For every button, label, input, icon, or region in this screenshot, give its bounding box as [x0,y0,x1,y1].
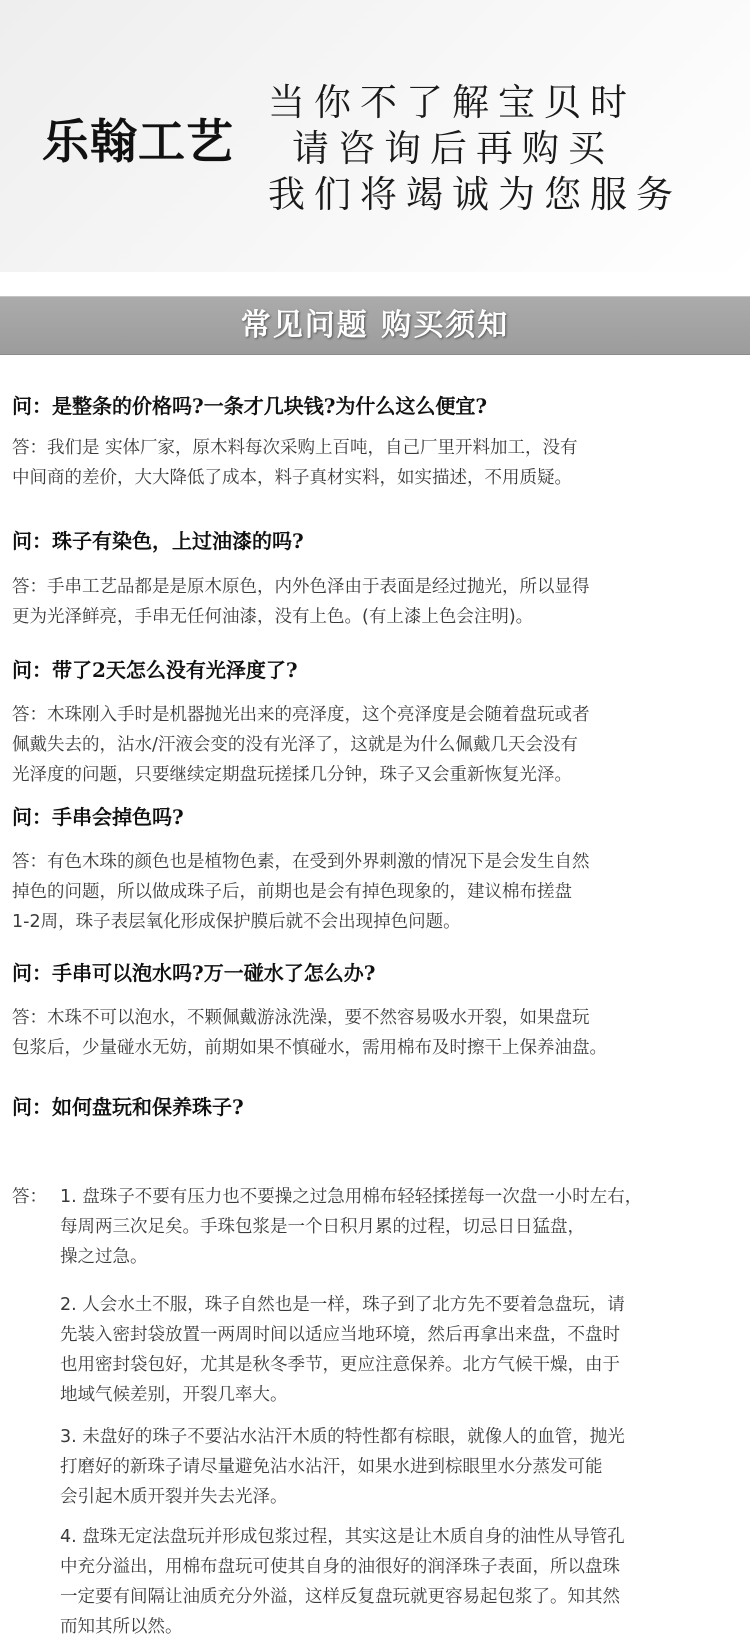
tip-line: 也用密封袋包好，尤其是秋冬季节，更应注意保养。北方气候干燥，由于 [60,1355,620,1375]
brand-name: 乐翰工艺 [42,115,234,170]
slogan-line-1: 当你不了解宝贝时 [268,81,636,124]
answer-line: 1-2周，珠子表层氧化形成保护膜后就不会出现掉色问题。 [12,912,461,932]
slogan-line-2: 请咨询后再购买 [292,127,614,170]
faq-question-4: 问：手串会掉色吗? [12,805,184,829]
care-tip-3 [60,1422,750,1512]
answer-line: 更为光泽鲜亮，手串无任何油漆，没有上色。(有上漆上色会注明)。 [12,607,534,627]
tip-line: 一定要有间隔让油质充分外溢，这样反复盘玩就更容易起包浆了。知其然 [60,1587,620,1607]
faq-question-6: 问：如何盘玩和保养珠子? [12,1095,244,1119]
tip-line: 打磨好的新珠子请尽量避免沾水沾汗，如果水进到棕眼里水分蒸发可能 [60,1457,603,1477]
tip-line: 先装入密封袋放置一两周时间以适应当地环境，然后再拿出来盘，不盘时 [60,1325,620,1345]
faq-answer-2 [12,572,742,632]
tip-line: 3. 未盘好的珠子不要沾水沾汗木质的特性都有棕眼，就像人的血管，抛光 [60,1427,625,1447]
tip-line: 2. 人会水土不服，珠子自然也是一样，珠子到了北方先不要着急盘玩，请 [60,1295,625,1315]
answer-line: 答：手串工艺品都是是原木原色，内外色泽由于表面是经过抛光，所以显得 [12,577,590,597]
answer-line: 答：木珠不可以泡水，不颗佩戴游泳洗澡，要不然容易吸水开裂，如果盘玩 [12,1008,590,1028]
answer-line: 答：我们是 实体厂家，原木料每次采购上百吨，自己厂里开料加工，没有 [12,438,578,458]
faq-question-3: 问：带了2天怎么没有光泽度了? [12,658,298,682]
faq-answer-4 [12,847,742,937]
answer-line: 中间商的差价，大大降低了成本，料子真材实料，如实描述，不用质疑。 [12,468,572,488]
tip-line: 操之过急。 [60,1247,148,1267]
tip-line: 而知其所以然。 [60,1617,183,1637]
faq-question-5: 问：手串可以泡水吗?万一碰水了怎么办? [12,961,376,985]
answer-line: 包浆后，少量碰水无妨，前期如果不慎碰水，需用棉布及时擦干上保养油盘。 [12,1038,607,1058]
answer-line: 佩戴失去的，沾水/汗液会变的没有光泽了，这就是为什么佩戴几天会没有 [12,735,578,755]
faq-answer-5 [12,1003,742,1063]
answer-prefix: 答： [12,1187,47,1207]
slogan-line-3: 我们将竭诚为您服务 [268,173,682,216]
section-title-bar [0,296,750,355]
faq-answer-3 [12,700,742,790]
answer-line: 光泽度的问题，只要继续定期盘玩搓揉几分钟，珠子又会重新恢复光泽。 [12,765,572,785]
care-tip-1 [60,1182,750,1272]
faq-question-2: 问：珠子有染色，上过油漆的吗? [12,529,304,553]
tip-line: 地域气候差别，开裂几率大。 [60,1385,288,1405]
tip-line: 中充分溢出，用棉布盘玩可使其自身的油很好的润泽珠子表面，所以盘珠 [60,1557,620,1577]
care-tip-2 [60,1290,750,1410]
care-tip-4 [60,1522,750,1642]
answer-line: 掉色的问题，所以做成珠子后，前期也是会有掉色现象的，建议棉布搓盘 [12,882,572,902]
tip-line: 4. 盘珠无定法盘玩并形成包浆过程，其实这是让木质自身的油性从导管孔 [60,1527,625,1547]
faq-answer-1 [12,433,742,493]
tip-line: 会引起木质开裂并失去光泽。 [60,1487,288,1507]
answer-line: 答：木珠刚入手时是机器抛光出来的亮泽度，这个亮泽度是会随着盘玩或者 [12,705,590,725]
header-banner [0,0,750,272]
faq-question-1: 问：是整条的价格吗?一条才几块钱?为什么这么便宜? [12,394,488,418]
tip-line: 1. 盘珠子不要有压力也不要操之过急用棉布轻轻揉搓每一次盘一小时左右， [60,1187,643,1207]
tip-line: 每周两三次足矣。手珠包浆是一个日积月累的过程，切忌日日猛盘， [60,1217,585,1237]
answer-line: 答：有色木珠的颜色也是植物色素，在受到外界刺激的情况下是会发生自然 [12,852,590,872]
section-title: 常见问题 购买须知 [240,308,510,343]
